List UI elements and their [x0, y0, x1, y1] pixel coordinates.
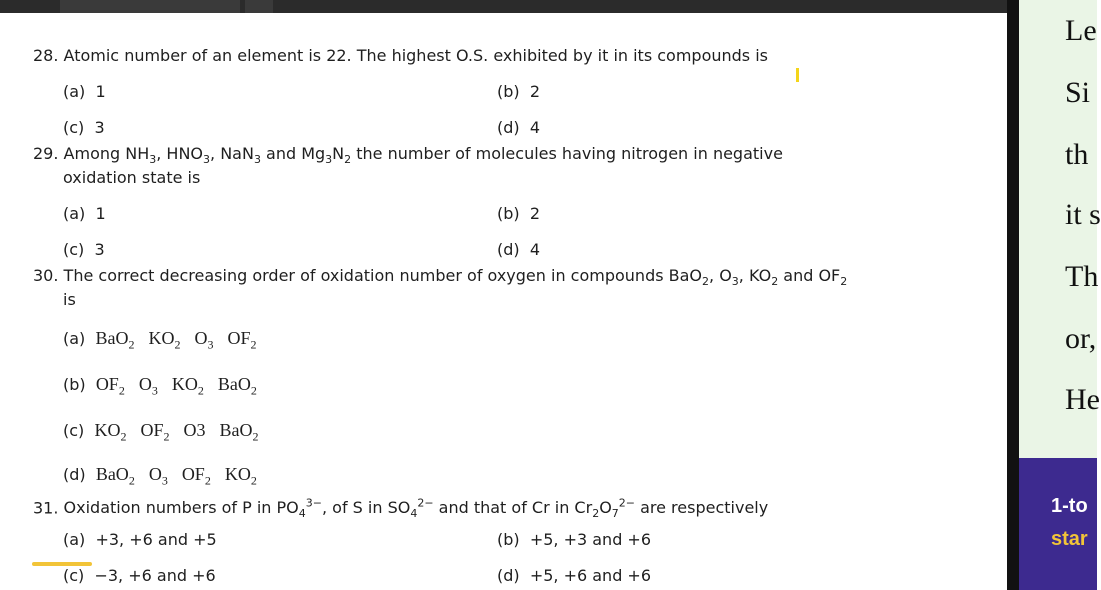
option-label: (b) — [497, 530, 520, 549]
option-value: 1 — [95, 82, 106, 101]
question-28 — [33, 46, 768, 66]
option-d — [497, 118, 540, 138]
panel-divider — [1007, 0, 1019, 590]
solution-line: Le — [1065, 14, 1097, 47]
solution-line: Th — [1065, 260, 1099, 293]
question-text-continued: oxidation state is — [63, 168, 201, 187]
question-29 — [33, 144, 783, 170]
option-label: (a) — [63, 82, 86, 101]
option-label: (b) — [497, 204, 520, 223]
option-label: (d) — [497, 118, 520, 137]
solution-line: it s — [1065, 198, 1101, 231]
option-value: +3, +6 and +5 — [95, 530, 217, 549]
option-value: −3, +6 and +6 — [94, 566, 216, 585]
option-value: BaO$_2$ $O_3$ $OF_2$ $KO_2$ — [95, 464, 257, 488]
option-label: (a) — [63, 329, 86, 348]
promo-title: 1-to — [1051, 495, 1088, 517]
question-31 — [33, 494, 768, 525]
text-cursor — [796, 68, 799, 82]
option-value: 4 — [529, 240, 540, 259]
solution-panel — [1019, 0, 1101, 458]
question-text: The correct decreasing order of oxidation number of oxygen in compounds BaO$_2$, $O_3$, $KO_2$ and $OF_2$ — [63, 266, 848, 289]
option-c — [63, 420, 258, 447]
solution-line: Si — [1065, 76, 1091, 109]
option-label: (d) — [497, 566, 520, 585]
option-label: (b) — [497, 82, 520, 101]
question-text: Oxidation numbers of P in $PO_4^{3-}$, of S in $SO_4^{2-}$ and that of Cr in $Cr_2O_7^{2-}$ are respectively — [63, 497, 769, 521]
question-number: 29. — [33, 144, 59, 163]
option-label: (c) — [63, 118, 85, 137]
question-number: 28. — [33, 46, 59, 65]
toolbar-segment — [60, 0, 240, 13]
question-text: Among $NH_3$, $HNO_3$, NaN$_3$ and $Mg_3N_2$ the number of molecules having nitrogen in negative — [63, 144, 783, 167]
option-c — [63, 118, 105, 138]
solution-line: or, — [1065, 322, 1097, 355]
question-number: 31. — [33, 498, 59, 518]
option-b — [497, 530, 651, 550]
option-a — [63, 530, 217, 550]
document-page — [0, 13, 1007, 590]
option-value: +5, +6 and +6 — [529, 566, 652, 585]
option-label: (b) — [63, 375, 86, 394]
toolbar-segment — [245, 0, 273, 13]
question-30 — [33, 266, 847, 292]
promo-banner[interactable] — [1019, 458, 1097, 590]
option-label: (d) — [497, 240, 520, 259]
option-value: 2 — [529, 82, 540, 101]
option-value: $KO_2$ $OF_2$ O3 BaO$_2$ — [94, 420, 259, 444]
viewer-toolbar — [0, 0, 1007, 13]
solution-line: He — [1065, 383, 1100, 416]
option-d — [497, 240, 540, 260]
option-c — [63, 240, 105, 260]
option-value: 1 — [95, 204, 106, 223]
option-label: (d) — [63, 465, 86, 484]
option-label: (a) — [63, 204, 86, 223]
promo-underline — [32, 562, 92, 566]
option-a — [63, 204, 106, 224]
option-d — [497, 566, 651, 586]
option-b — [497, 82, 540, 102]
question-text: Atomic number of an element is 22. The highest O.S. exhibited by it in its compounds is — [63, 46, 769, 65]
option-value: 2 — [529, 204, 540, 223]
question-number: 30. — [33, 266, 59, 285]
option-b — [497, 204, 540, 224]
option-value: 3 — [94, 240, 105, 259]
option-label: (c) — [63, 240, 85, 259]
question-text-continued: is — [63, 290, 76, 309]
option-label: (a) — [63, 530, 86, 549]
promo-subtitle: star — [1051, 528, 1088, 550]
option-b — [63, 374, 257, 401]
option-value: 3 — [94, 118, 105, 137]
option-c — [63, 566, 216, 586]
solution-line: th — [1065, 138, 1089, 171]
option-d — [63, 464, 257, 491]
option-a — [63, 82, 106, 102]
option-value: 4 — [529, 118, 540, 137]
option-label: (c) — [63, 566, 85, 585]
option-value: BaO$_2$ $KO_2$ $O_3$ $OF_2$ — [95, 328, 257, 352]
option-label: (c) — [63, 421, 85, 440]
option-value: $OF_2$ $O_3$ $KO_2$ BaO$_2$ — [95, 374, 257, 398]
option-a — [63, 328, 256, 355]
option-value: +5, +3 and +6 — [529, 530, 652, 549]
